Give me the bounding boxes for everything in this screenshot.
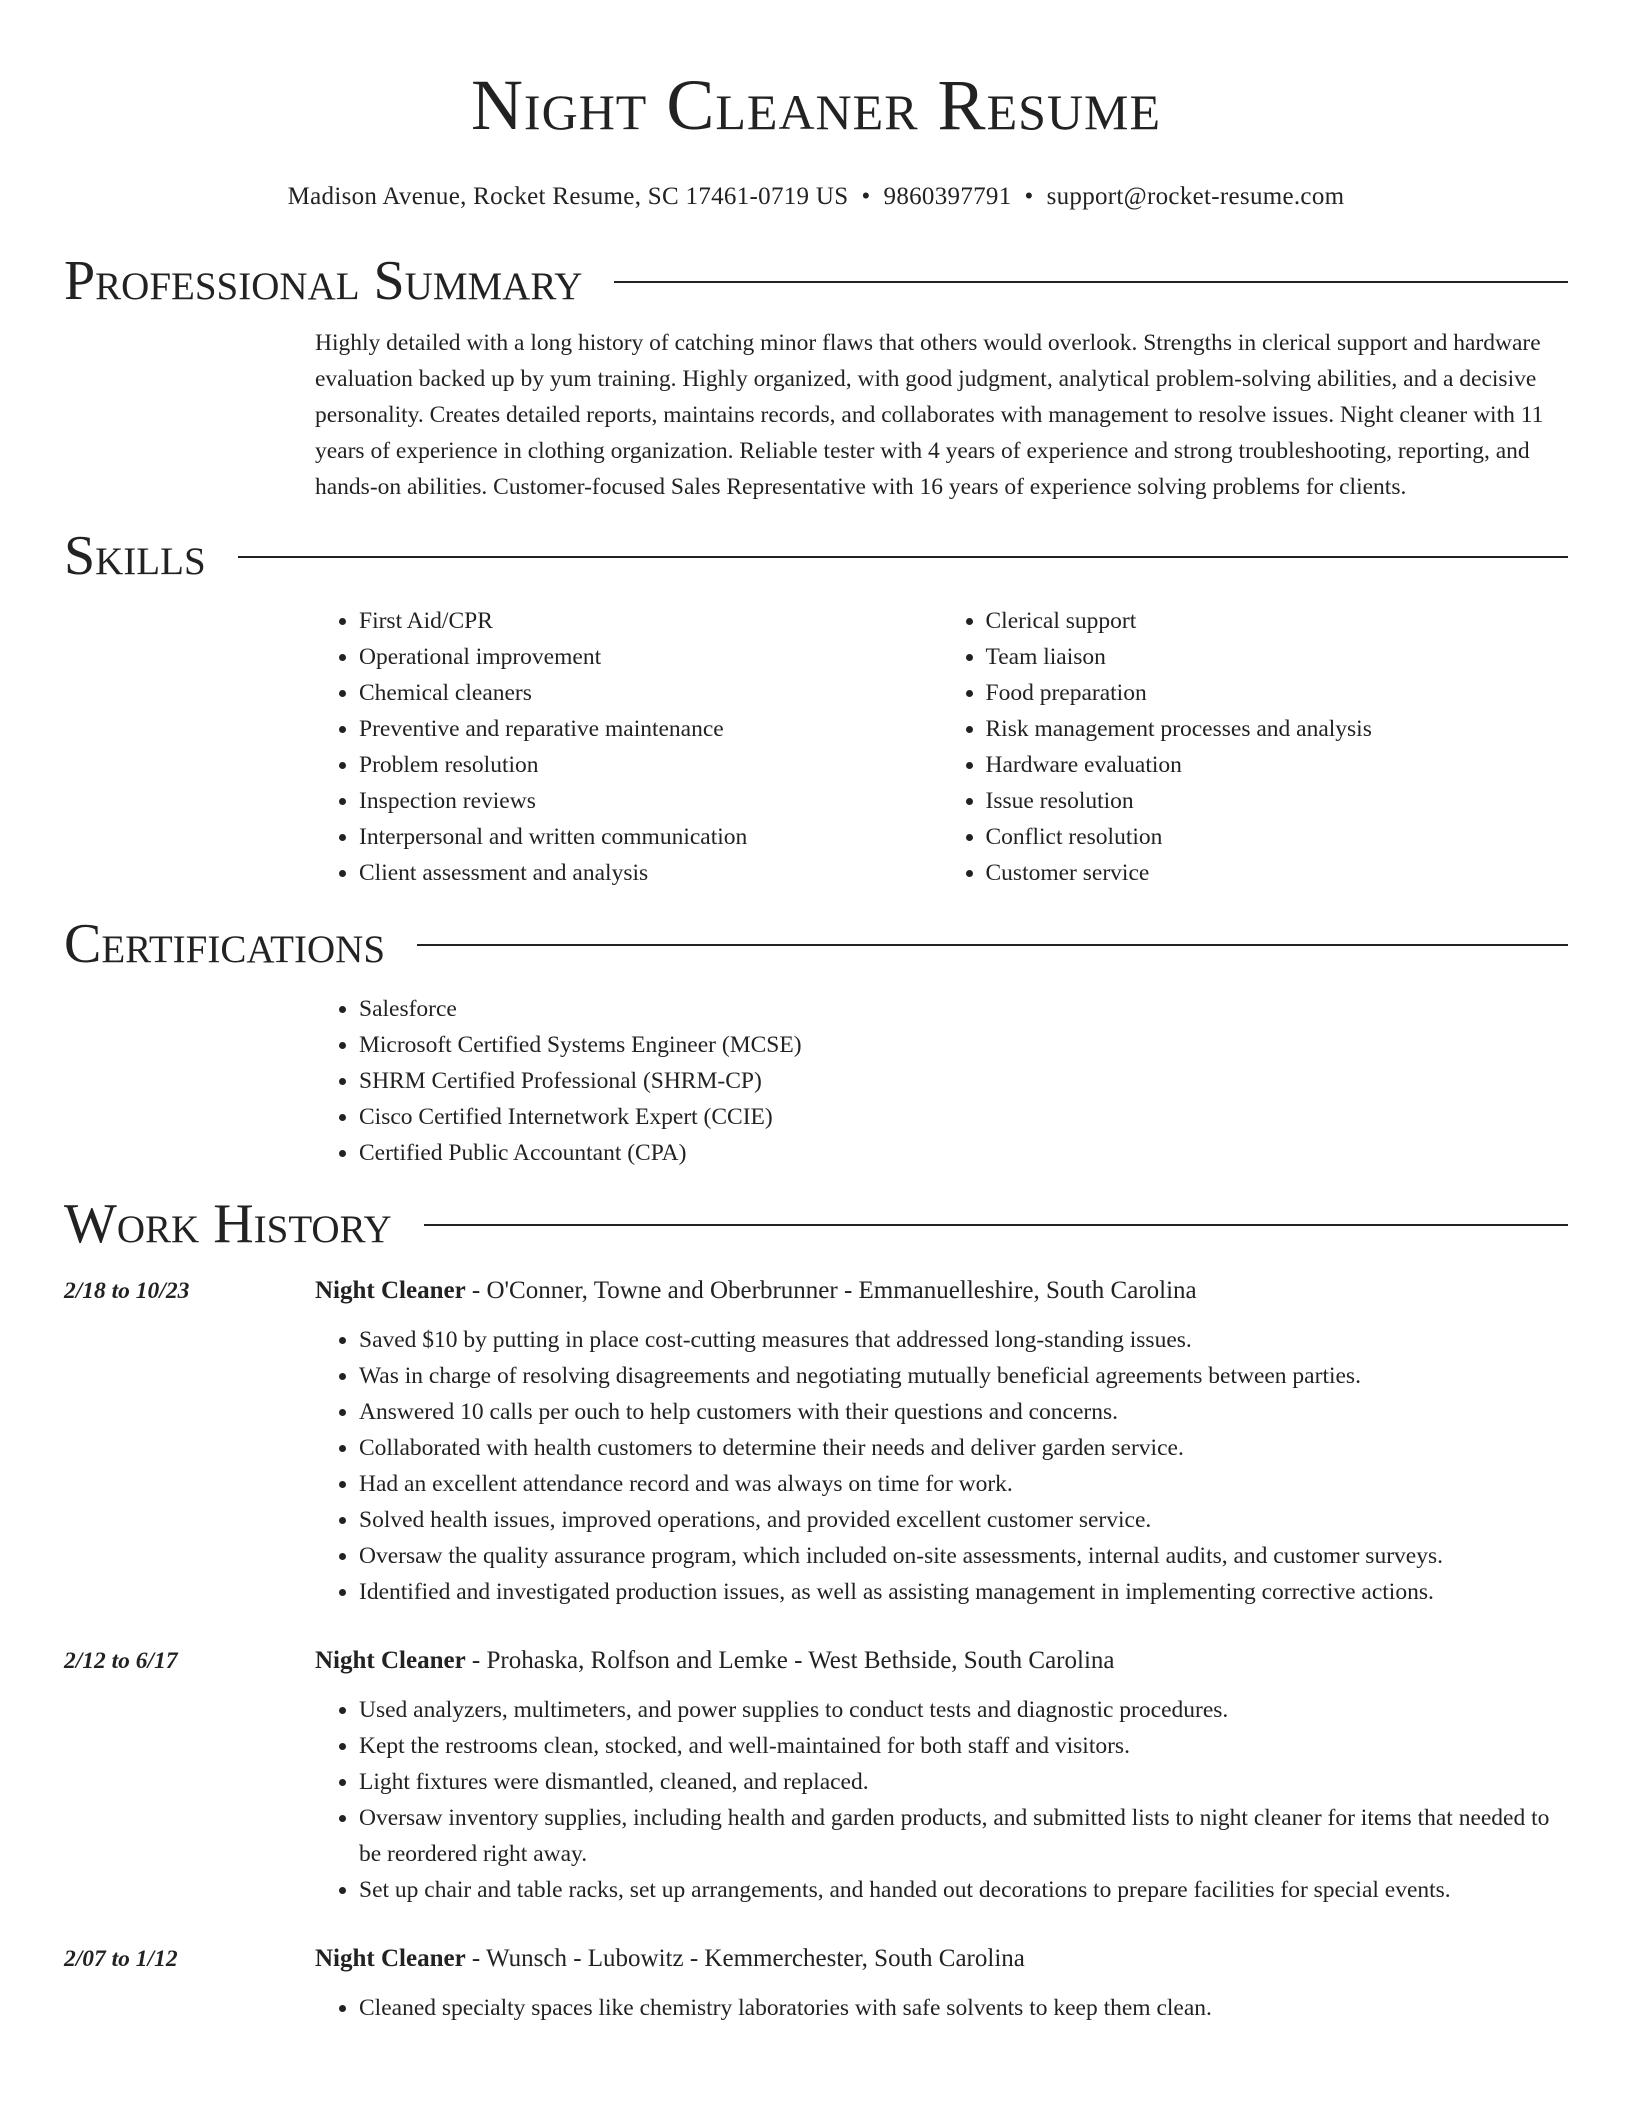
job-bullets [315, 1322, 1568, 1610]
skill-item: • Hardware evaluation [986, 747, 1569, 783]
job-bullets [315, 1692, 1568, 1908]
skill-item: • Chemical cleaners [359, 675, 942, 711]
summary-text: Highly detailed with a long history of catching minor flaws that others would overlook. Strengths in clerical support and hardware evaluation backed up by yum training. Highly organized, with good judgment, analytical problem-solving abilities, and a decisive personality. Creates detailed reports, maintains records, and collaborates with management to resolve issues. Night cleaner with 11 years of experience in clothing organization. Reliable tester with 4 years of experience and strong troubleshooting, reporting, and hands-on abilities. Customer-focused Sales Representative with 16 years of experience solving problems for clients. [315, 330, 1544, 500]
resume-name: Night Cleaner Resume [470, 65, 1162, 145]
job-dates: 2/18 to 10/23 [64, 1278, 190, 1304]
skill-item: • Preventive and reparative maintenance [359, 711, 942, 747]
work-section [64, 1191, 1568, 1257]
skill-item: • Interpersonal and written communication [359, 819, 942, 855]
job-bullet: • Solved health issues, improved operations, and provided excellent customer service. [359, 1502, 1568, 1538]
certification-item: • Microsoft Certified Systems Engineer (MCSE) [359, 1027, 1568, 1063]
job-bullets [315, 1990, 1568, 2026]
section-title: Professional Summary [64, 250, 583, 312]
section-title: Skills [64, 525, 206, 587]
job-bullet: • Was in charge of resolving disagreements and negotiating mutually beneficial agreements between parties. [359, 1358, 1568, 1394]
job-bullet: • Cleaned specialty spaces like chemistry laboratories with safe solvents to keep them clean. [359, 1990, 1568, 2026]
job-details [315, 1273, 1568, 1610]
skill-item: • Team liaison [986, 639, 1569, 675]
certifications-section [64, 911, 1568, 1171]
skills-section [64, 523, 1568, 891]
job-title-line [315, 1941, 1568, 1977]
skills-list-right [942, 603, 1569, 891]
job-bullet: • Set up chair and table racks, set up arrangements, and handed out decorations to prepare facilities for special events. [359, 1872, 1568, 1908]
job-bullet: • Light fixtures were dismantled, cleaned, and replaced. [359, 1764, 1568, 1800]
skill-item: • First Aid/CPR [359, 603, 942, 639]
job-title: Night Cleaner [315, 1945, 466, 1972]
job-title-line [315, 1643, 1568, 1679]
skill-item: • Client assessment and analysis [359, 855, 942, 891]
skill-item: • Food preparation [986, 675, 1569, 711]
job-bullet: • Used analyzers, multimeters, and power supplies to conduct tests and diagnostic procedures. [359, 1692, 1568, 1728]
job-dates: 2/12 to 6/17 [64, 1648, 178, 1674]
job-bullet: • Answered 10 calls per ouch to help customers with their questions and concerns. [359, 1394, 1568, 1430]
job-entry [64, 1643, 1568, 1908]
job-bullet: • Oversaw the quality assurance program, which included on-site assessments, internal audits, and customer surveys. [359, 1538, 1568, 1574]
section-rule [614, 281, 1568, 283]
section-title: Work History [64, 1193, 392, 1255]
skill-item: • Customer service [986, 855, 1569, 891]
contact-separator: • [861, 183, 871, 210]
job-employer: - Wunsch - Lubowitz - Kemmerchester, South Carolina [465, 1945, 1025, 1972]
summary-heading [64, 248, 1568, 314]
contact-line [0, 182, 1632, 212]
job-bullet: • Oversaw inventory supplies, including health and garden products, and submitted lists to night cleaner for items that needed to be reordered right away. [359, 1800, 1568, 1872]
certifications-body [315, 991, 1568, 1171]
job-bullet: • Identified and investigated production issues, as well as assisting management in implementing corrective actions. [359, 1574, 1568, 1610]
job-bullet: • Had an excellent attendance record and was always on time for work. [359, 1466, 1568, 1502]
skill-item: • Conflict resolution [986, 819, 1569, 855]
job-details [315, 1643, 1568, 1908]
skill-item: • Inspection reviews [359, 783, 942, 819]
job-details [315, 1941, 1568, 2026]
skills-list-left [315, 603, 942, 891]
job-bullet: • Saved $10 by putting in place cost-cutting measures that addressed long-standing issues. [359, 1322, 1568, 1358]
section-title: Certifications [64, 913, 386, 975]
job-title-line [315, 1273, 1568, 1309]
section-rule [417, 944, 1568, 946]
section-rule [238, 556, 1568, 558]
certification-item: • Cisco Certified Internetwork Expert (CCIE) [359, 1099, 1568, 1135]
job-bullet: • Kept the restrooms clean, stocked, and well-maintained for both staff and visitors. [359, 1728, 1568, 1764]
job-entry [64, 1941, 1568, 2026]
job-bullet: • Collaborated with health customers to determine their needs and deliver garden service. [359, 1430, 1568, 1466]
skills-heading [64, 523, 1568, 589]
job-title: Night Cleaner [315, 1647, 466, 1674]
job-entry [64, 1273, 1568, 1610]
skill-item: • Issue resolution [986, 783, 1569, 819]
contact-phone: 9860397791 [883, 183, 1012, 210]
certifications-heading [64, 911, 1568, 977]
skill-item: • Problem resolution [359, 747, 942, 783]
skill-item: • Operational improvement [359, 639, 942, 675]
job-dates: 2/07 to 1/12 [64, 1946, 178, 1972]
section-rule [424, 1224, 1568, 1226]
certification-item: • Certified Public Accountant (CPA) [359, 1135, 1568, 1171]
contact-address: Madison Avenue, Rocket Resume, SC 17461-0719 US [287, 183, 849, 210]
summary-body [315, 325, 1568, 505]
certification-item: • Salesforce [359, 991, 1568, 1027]
contact-separator: • [1024, 183, 1034, 210]
skill-item: • Risk management processes and analysis [986, 711, 1569, 747]
resume-header [0, 0, 1632, 212]
job-title: Night Cleaner [315, 1277, 466, 1304]
skill-item: • Clerical support [986, 603, 1569, 639]
certifications-list [315, 991, 1568, 1171]
skills-columns [315, 603, 1568, 891]
contact-email: support@rocket-resume.com [1046, 183, 1345, 210]
work-heading [64, 1191, 1568, 1257]
summary-section [64, 248, 1568, 505]
certification-item: • SHRM Certified Professional (SHRM-CP) [359, 1063, 1568, 1099]
job-employer: - Prohaska, Rolfson and Lemke - West Bethside, South Carolina [465, 1647, 1115, 1674]
job-employer: - O'Conner, Towne and Oberbrunner - Emmanuelleshire, South Carolina [465, 1277, 1197, 1304]
